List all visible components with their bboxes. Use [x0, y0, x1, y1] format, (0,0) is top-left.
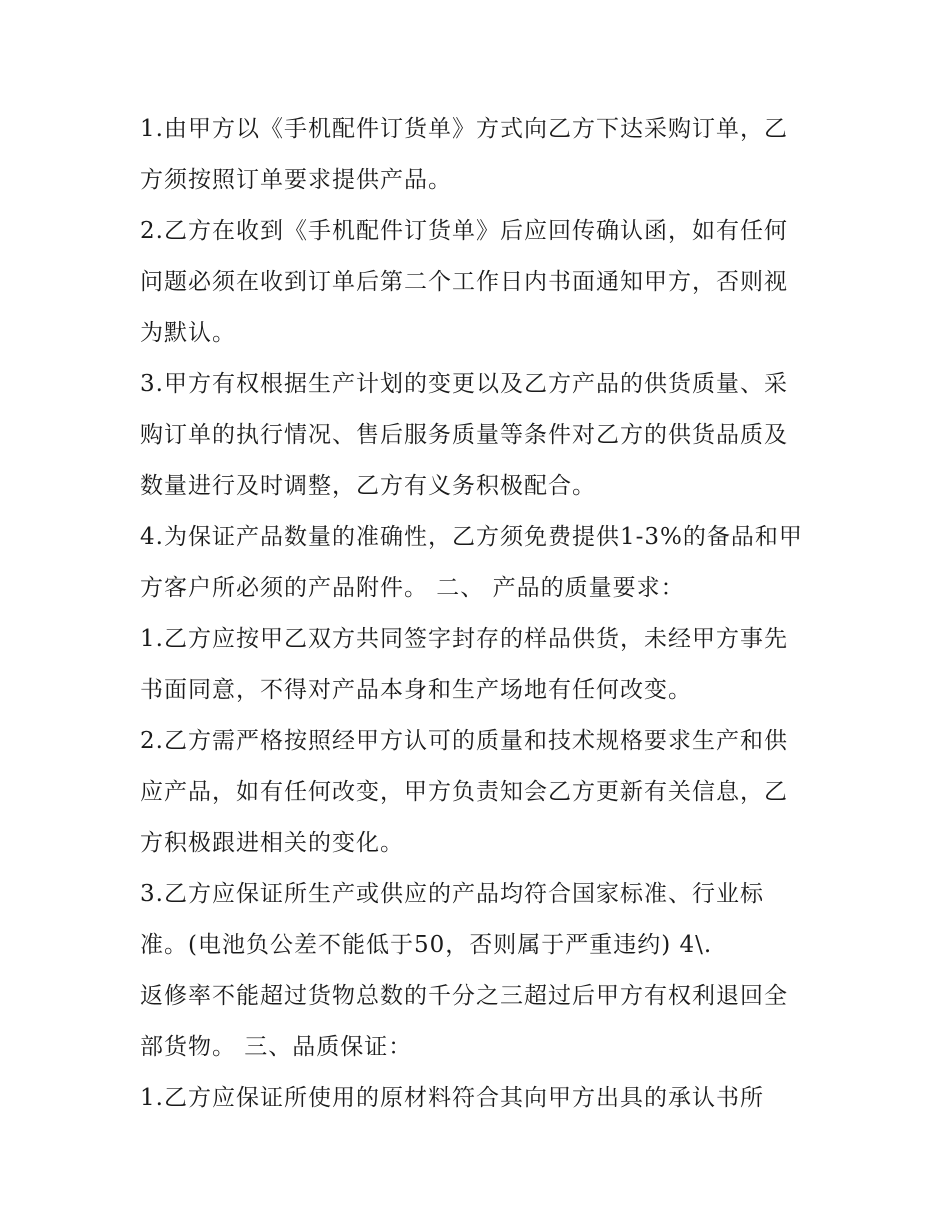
text-line: 准。(电池负公差不能低于50，否则属于严重违约) 4\. — [140, 932, 713, 958]
text-line: 4.为保证产品数量的准确性，乙方须免费提供1-3%的备品和甲 — [140, 524, 803, 550]
text-line: 2.乙方在收到《手机配件订货单》后应回传确认函，如有任何 — [140, 218, 788, 244]
text-line: 购订单的执行情况、售后服务质量等条件对乙方的供货品质及 — [140, 422, 788, 448]
text-line: 2.乙方需严格按照经甲方认可的质量和技术规格要求生产和供 — [140, 728, 788, 754]
text-line: 方须按照订单要求提供产品。 — [140, 167, 452, 193]
text-line: 部货物。 三、品质保证： — [140, 1034, 413, 1060]
text-line: 1.由甲方以《手机配件订货单》方式向乙方下达采购订单，乙 — [140, 116, 788, 142]
text-line: 为默认。 — [140, 320, 236, 346]
text-line: 返修率不能超过货物总数的千分之三超过后甲方有权利退回全 — [140, 983, 788, 1009]
text-line: 1.乙方应按甲乙双方共同签字封存的样品供货，未经甲方事先 — [140, 626, 788, 652]
text-line: 书面同意，不得对产品本身和生产场地有任何改变。 — [140, 677, 692, 703]
text-line: 方客户所必须的产品附件。 二、 产品的质量要求： — [140, 575, 685, 601]
contract-body-text — [140, 108, 820, 1128]
text-line: 3.乙方应保证所生产或供应的产品均符合国家标准、行业标 — [140, 881, 764, 907]
text-line: 3.甲方有权根据生产计划的变更以及乙方产品的供货质量、采 — [140, 371, 788, 397]
text-line: 应产品，如有任何改变，甲方负责知会乙方更新有关信息，乙 — [140, 779, 788, 805]
text-line: 方积极跟进相关的变化。 — [140, 830, 404, 856]
text-line: 问题必须在收到订单后第二个工作日内书面通知甲方，否则视 — [140, 269, 788, 295]
text-line: 1.乙方应保证所使用的原材料符合其向甲方出具的承认书所 — [140, 1085, 764, 1111]
text-line: 数量进行及时调整，乙方有义务积极配合。 — [140, 473, 596, 499]
